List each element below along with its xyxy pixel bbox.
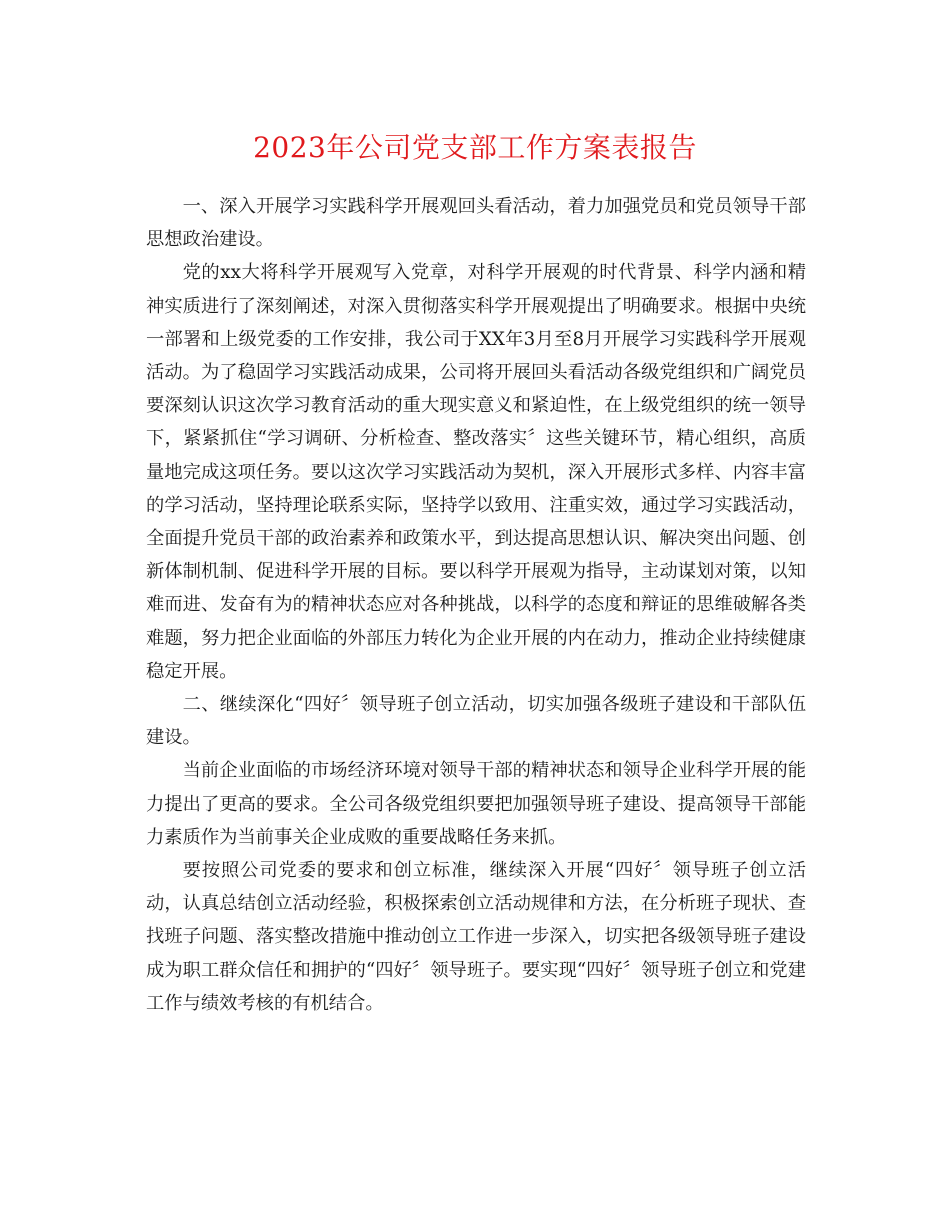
paragraph-section-two-context: 当前企业面临的市场经济环境对领导干部的精神状态和领导企业科学开展的能力提出了更高的要求。全公司各级党组织要把加强领导班子建设、提高领导干部能力素质作为当前事关企业成败的重要战略任务来抓。 (146, 760, 806, 848)
paragraph-section-one-body: 党的xx大将科学开展观写入党章，对科学开展观的时代背景、科学内涵和精神实质进行了深刻阐述，对深入贯彻落实科学开展观提出了明确要求。根据中央统一部署和上级党委的工作安排，我公司于XX年3月至8月开展学习实践科学开展观活动。为了稳固学习实践活动成果，公司将开展回头看活动各级党组织和广阔党员要深刻认识这次学习教育活动的重大现实意义和紧迫性，在上级党组织的统一领导下，紧紧抓住“学习调研、分析检查、整改落实〞这些关键环节，精心组织，高质量地完成这项任务。要以这次学习实践活动为契机，深入开展形式多样、内容丰富的学习活动，坚持理论联系实际，坚持学以致用、注重实效，通过学习实践活动，全面提升党员干部的政治素养和政策水平，到达提高思想认识、解决突出问题、创新体制机制、促进科学开展的目标。要以科学开展观为指导，主动谋划对策，以知难而进、发奋有为的精神状态应对各种挑战，以科学的态度和辩证的思维破解各类难题，努力把企业面临的外部压力转化为企业开展的内在动力，推动企业持续健康稳定开展。 (146, 262, 806, 682)
title-spacing (146, 168, 806, 190)
paragraph-section-two-requirements: 要按照公司党委的要求和创立标准，继续深入开展“四好〞领导班子创立活动，认真总结创立活动经验，积极探索创立活动规律和方法，在分析班子现状、查找班子问题、落实整改措施中推动创立工作进一步深入，切实把各级领导班子建设成为职工群众信任和拥护的“四好〞领导班子。要实现“四好〞领导班子创立和党建工作与绩效考核的有机结合。 (146, 860, 806, 1014)
paragraph-section-one-heading: 一、深入开展学习实践科学开展观回头看活动，着力加强党员和党员领导干部思想政治建设。 (146, 196, 806, 251)
paragraph-section-two-heading: 二、继续深化“四好〞领导班子创立活动，切实加强各级班子建设和干部队伍建设。 (146, 694, 806, 749)
document-body (146, 168, 806, 1020)
document-title: 2023年公司党支部工作方案表报告 (253, 131, 697, 164)
